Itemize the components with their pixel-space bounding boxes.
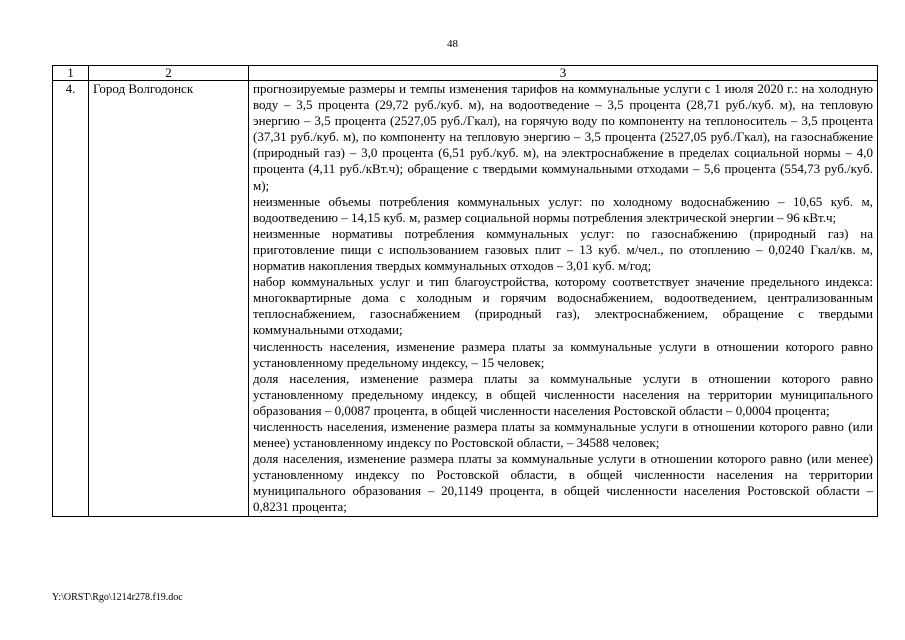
footer-file-path: Y:\ORST\Rgo\1214r278.f19.doc — [52, 592, 183, 603]
table-row — [53, 81, 878, 517]
row-description — [249, 81, 878, 517]
paragraph-norms: неизменные нормативы потребления коммунальных услуг: по газоснабжению (природный газ) на приготовление пищи с использованием газовых плит – 13 куб. м/чел., по отоплению – 0,0240 Гкал/кв. м, норматив накопления твердых коммунальных отходов – 3,01 куб. м/год; — [253, 225, 873, 274]
paragraph-tariffs: прогнозируемые размеры и темпы изменения тарифов на коммунальные услуги с 1 июля 2020 г.: на холодную воду – 3,5 процента (29,72 руб./куб. м), на водоотведение – 3,5 процента (28,71 руб./куб. м), на тепловую энергию – 3,5 процента (2527,05 руб./Гкал), на горячую воду по компоненту на теплоноситель – 3,5 процента (37,31 руб./куб. м), по компоненту на тепловую энергию – 3,5 процента (2527,05 руб./Гкал), на газоснабжение (природный газ) – 3,0 процента (6,51 руб./куб. м), на электроснабжение в пределах социальной нормы – 4,0 процента (4,11 руб./кВт.ч); обращение с твердыми коммунальными отходами – 5,6 процента (554,73 руб./куб. м); — [253, 81, 873, 193]
paragraph-population-count: численность населения, изменение размера платы за коммунальные услуги в отношении которого равно установленному предельному индексу, – 15 человек; — [253, 338, 873, 370]
header-col-1: 1 — [53, 66, 89, 81]
header-col-3: 3 — [249, 66, 878, 81]
paragraph-services: набор коммунальных услуг и тип благоустройства, которому соответствует значение предельного индекса: многоквартирные дома с холодным и горячим водоснабжением, водоотведением, централизованным теплоснабжением, газоснабжением (природный газ), электроснабжением, обращение с твердыми коммунальными отходами; — [253, 274, 873, 338]
row-number: 4. — [53, 81, 89, 517]
city-name: Город Волгодонск — [89, 81, 249, 517]
paragraph-population-share: доля населения, изменение размера платы за коммунальные услуги в отношении которого равно установленному предельному индексу, в общей численности населения на территории муниципального образования – 0,0087 процента, в общей численности населения Ростовской области – 0,0004 процента; — [253, 370, 873, 418]
page-number: 48 — [447, 38, 458, 50]
tariff-table — [52, 65, 878, 517]
table-header-row — [53, 66, 878, 81]
paragraph-population-share-regional: доля населения, изменение размера платы за коммунальные услуги в отношении которого равно (или менее) установленному индексу по Ростовской области, в общей численности населения на территории муниципального образования – 20,1149 процента, в общей численности населения Ростовской области – 0,8231 процента; — [253, 451, 873, 515]
paragraph-volumes: неизменные объемы потребления коммунальных услуг: по холодному водоснабжению – 10,65 куб. м, водоотведению – 14,15 куб. м, размер социальной нормы потребления электрической энергии – 96 кВт.ч; — [253, 193, 873, 225]
header-col-2: 2 — [89, 66, 249, 81]
paragraph-population-count-regional: численность населения, изменение размера платы за коммунальные услуги в отношении которого равно (или менее) установленному индексу по Ростовской области, – 34588 человек; — [253, 418, 873, 451]
